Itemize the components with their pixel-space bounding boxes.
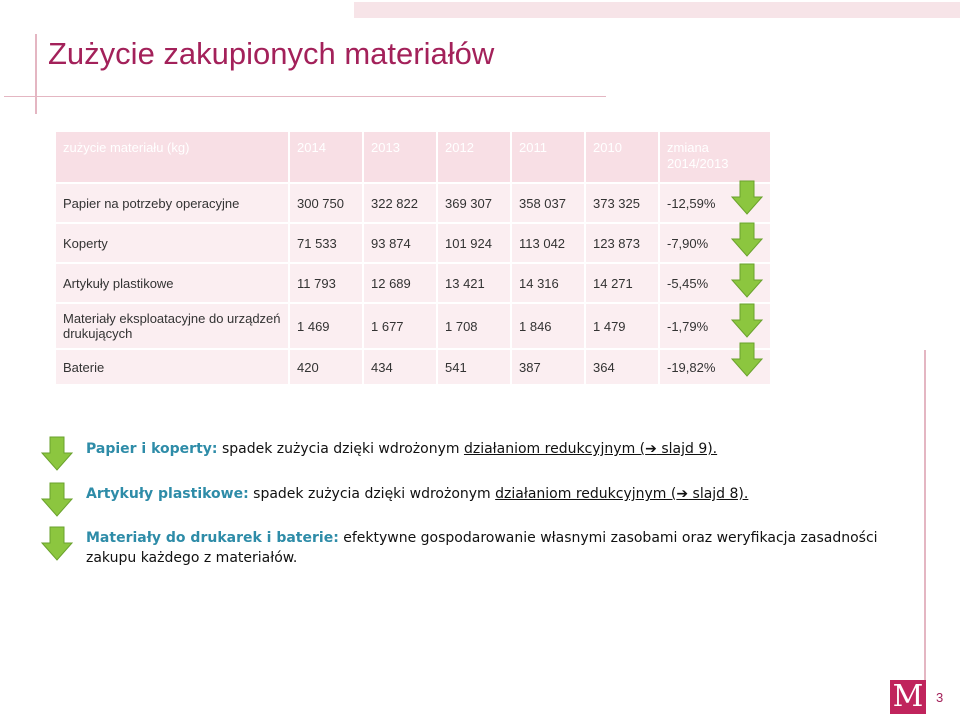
note-link-text: działaniom redukcyjnym ( (463, 441, 646, 457)
note-link[interactable] (464, 441, 717, 457)
note-highlight: Papier i koperty: (86, 441, 218, 457)
green-down-arrow-icon (730, 222, 764, 258)
row-label: Artykuły plastikowe (56, 264, 288, 302)
table-cell: 541 (438, 350, 510, 384)
header-change: zmiana 2014/2013 (660, 132, 770, 182)
page-number: 3 (936, 690, 944, 705)
change-cell: -5,45% (660, 264, 770, 302)
table-cell: 1 469 (290, 304, 362, 348)
row-label: Papier na potrzeby operacyjne (56, 184, 288, 222)
note-highlight: Materiały do drukarek i baterie: (86, 530, 339, 546)
row-label: Baterie (56, 350, 288, 384)
logo-letter: M (892, 679, 924, 714)
green-down-arrow-icon (730, 263, 764, 299)
brand-logo (890, 680, 926, 714)
green-down-arrow-icon (40, 482, 74, 518)
note-highlight: Artykuły plastikowe: (86, 486, 249, 502)
right-accent-line (924, 350, 926, 690)
list-item (40, 436, 900, 482)
change-cell: -7,90% (660, 224, 770, 262)
page-title: Zużycie zakupionych materiałów (48, 36, 495, 71)
table-cell: 1 479 (586, 304, 658, 348)
green-down-arrow-icon (730, 303, 764, 339)
row-label: Koperty (56, 224, 288, 262)
table-cell: 358 037 (512, 184, 584, 222)
table-header-row (56, 132, 772, 182)
table-cell: 300 750 (290, 184, 362, 222)
table-cell: 1 677 (364, 304, 436, 348)
title-accent-line (35, 34, 37, 114)
table-cell: 14 271 (586, 264, 658, 302)
change-cell: -12,59% (660, 184, 770, 222)
header-2013: 2013 (364, 132, 436, 182)
header-material: zużycie materiału (kg) (56, 132, 288, 182)
table-cell: 11 793 (290, 264, 362, 302)
green-down-arrow-icon (730, 180, 764, 216)
note-text: spadek zużycia dzięki wdrożonym (221, 441, 460, 457)
table-cell: 420 (290, 350, 362, 384)
change-cell: -1,79% (660, 304, 770, 348)
materials-table (56, 132, 772, 386)
table-cell: 71 533 (290, 224, 362, 262)
table-row (56, 350, 772, 384)
note-link-tail: slajd 8). (688, 486, 749, 502)
list-item (40, 526, 900, 576)
table-row (56, 304, 772, 348)
table-cell: 364 (586, 350, 658, 384)
table-cell: 13 421 (438, 264, 510, 302)
note-link-tail: slajd 9). (656, 441, 718, 457)
row-label: Materiały eksploatacyjne do urządzeń drukujących (56, 304, 288, 348)
header-2010: 2010 (586, 132, 658, 182)
table-row (56, 224, 772, 262)
header-2012: 2012 (438, 132, 510, 182)
table-row (56, 184, 772, 222)
top-decor-bar (354, 2, 960, 18)
header-2014: 2014 (290, 132, 362, 182)
right-arrow-icon: ➔ (676, 486, 689, 502)
right-arrow-icon: ➔ (645, 441, 657, 457)
note-link-text: działaniom redukcyjnym ( (495, 486, 677, 502)
header-2011: 2011 (512, 132, 584, 182)
table-cell: 369 307 (438, 184, 510, 222)
table-cell: 1 846 (512, 304, 584, 348)
table-cell: 93 874 (364, 224, 436, 262)
title-underline (4, 96, 606, 97)
table-cell: 14 316 (512, 264, 584, 302)
green-down-arrow-icon (40, 436, 74, 472)
list-item (40, 482, 900, 526)
note-text: efektywne gospodarowanie własnymi zasobami oraz weryfikacja zasadności zakupu każdego z materiałów. (86, 530, 878, 566)
table-cell: 12 689 (364, 264, 436, 302)
green-down-arrow-icon (730, 342, 764, 378)
table-cell: 123 873 (586, 224, 658, 262)
table-cell: 322 822 (364, 184, 436, 222)
notes-list (40, 436, 900, 576)
table-cell: 434 (364, 350, 436, 384)
table-cell: 1 708 (438, 304, 510, 348)
green-down-arrow-icon (40, 526, 74, 562)
table-cell: 101 924 (438, 224, 510, 262)
note-text: spadek zużycia dzięki wdrożonym (253, 486, 491, 502)
table-cell: 387 (512, 350, 584, 384)
change-cell: -19,82% (660, 350, 770, 384)
table-row (56, 264, 772, 302)
table-cell: 113 042 (512, 224, 584, 262)
note-link[interactable] (495, 486, 748, 502)
table-cell: 373 325 (586, 184, 658, 222)
